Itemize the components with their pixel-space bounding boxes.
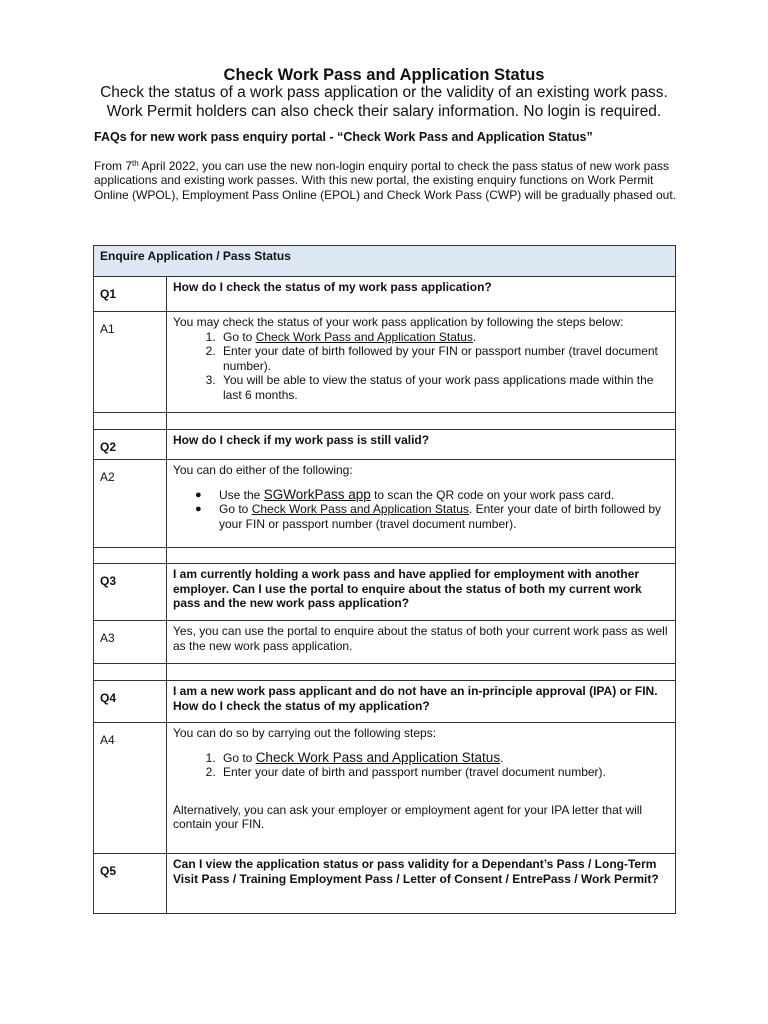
subtitle-line-1: Check the status of a work pass application or the validity of an existing work pass.	[100, 84, 668, 101]
a1-steps	[173, 330, 669, 403]
table-row	[94, 681, 676, 723]
intro-text: April 2022, you can use the new non-login enquiry portal to check the pass status of new work pass applications and existing work passes. With this new portal, the existing enquiry functions on Work Permit Online (WPOL), Employment Pass Online (EPOL) and Check Work Pass (CWP) will be gradually phased out.	[94, 159, 676, 202]
page-subtitle	[0, 84, 768, 121]
list-item: 2. Enter your date of birth followed by your FIN or passport number (travel document number).	[219, 344, 669, 373]
bullet-icon: ●	[195, 488, 202, 501]
list-item: 2. Enter your date of birth and passport number (travel document number).	[219, 765, 669, 780]
spacer-cell	[167, 548, 676, 564]
a4-label: A4	[94, 723, 167, 854]
sgworkpass-app-link[interactable]: SGWorkPass app	[263, 486, 371, 502]
q4-text: I am a new work pass applicant and do not have an in-principle approval (IPA) or FIN. How do I check the status of my application?	[167, 681, 676, 723]
a2-content	[167, 460, 676, 548]
a2-bullet1-prefix: Use the	[219, 487, 264, 502]
bullet-icon: ●	[195, 503, 202, 515]
a2-bullet1-suffix: to scan the QR code on your work pass card.	[370, 487, 615, 502]
list-item: 3. You will be able to view the status of your work pass applications made within the last 6 months.	[219, 373, 669, 402]
a4-intro: You can do so by carrying out the following steps:	[173, 726, 437, 740]
subtitle-line-2: Work Permit holders can also check their salary information. No login is required.	[106, 102, 662, 120]
q1-label: Q1	[94, 277, 167, 312]
a4-steps	[173, 751, 669, 780]
a4-outro: Alternatively, you can ask your employer or employment agent for your IPA letter that will contain your FIN.	[173, 802, 643, 831]
list-item	[195, 488, 669, 503]
spacer-cell	[94, 664, 167, 681]
q3-label: Q3	[94, 564, 167, 621]
a1-intro: You may check the status of your work pass application by following the steps below:	[173, 315, 624, 329]
a4-content	[167, 723, 676, 854]
check-work-pass-link[interactable]: Check Work Pass and Application Status	[255, 749, 501, 765]
table-header-row	[94, 246, 676, 277]
q3-text: I am currently holding a work pass and have applied for employment with another employer. Can I use the portal to enquire about the status of both my current work pass and the new work pass application?	[167, 564, 676, 621]
faq-table	[93, 245, 676, 914]
table-row	[94, 460, 676, 548]
q1-text: How do I check the status of my work pass application?	[167, 277, 676, 312]
page-title: Check Work Pass and Application Status	[223, 66, 545, 84]
q2-label: Q2	[94, 430, 167, 460]
intro-paragraph	[94, 159, 678, 202]
list-item	[219, 751, 669, 766]
table-row	[94, 277, 676, 312]
spacer-cell	[167, 413, 676, 430]
q4-label: Q4	[94, 681, 167, 723]
a1-step1-suffix: .	[472, 329, 477, 344]
spacer-cell	[167, 664, 676, 681]
a2-options	[173, 488, 669, 532]
a3-text: Yes, you can use the portal to enquire about the status of both your current work pass as well as the new work pass application.	[167, 621, 676, 664]
spacer-row	[94, 413, 676, 430]
table-row	[94, 312, 676, 413]
q2-text: How do I check if my work pass is still valid?	[167, 430, 676, 460]
a2-intro: You can do either of the following:	[173, 463, 353, 477]
a1-label: A1	[94, 312, 167, 413]
table-row	[94, 723, 676, 854]
a1-content	[167, 312, 676, 413]
spacer-row	[94, 664, 676, 681]
a4-step1-prefix: Go to	[223, 750, 256, 765]
a1-step1-prefix: Go to	[223, 329, 256, 344]
spacer-row	[94, 548, 676, 564]
check-work-pass-link[interactable]: Check Work Pass and Application Status	[251, 502, 469, 516]
table-row	[94, 430, 676, 460]
list-item	[195, 502, 669, 531]
table-row	[94, 621, 676, 664]
intro-sup: th	[132, 159, 139, 168]
q5-label: Q5	[94, 854, 167, 914]
q5-text: Can I view the application status or pass validity for a Dependant’s Pass / Long-Term Visit Pass / Training Employment Pass / Letter of Consent / EntrePass / Work Permit?	[167, 854, 676, 914]
spacer-cell	[94, 548, 167, 564]
faq-heading: FAQs for new work pass enquiry portal - “Check Work Pass and Application Status”	[94, 130, 593, 144]
intro-prefix: From 7	[94, 159, 133, 173]
table-row	[94, 854, 676, 914]
a2-label: A2	[94, 460, 167, 548]
a3-label: A3	[94, 621, 167, 664]
a2-bullet2-prefix: Go to	[219, 502, 252, 516]
check-work-pass-link[interactable]: Check Work Pass and Application Status	[255, 329, 473, 344]
list-item	[219, 330, 669, 345]
table-row	[94, 564, 676, 621]
table-header: Enquire Application / Pass Status	[94, 246, 676, 277]
a2-bullet2-suffix: . Enter your date of birth followed by your FIN or passport number (travel document number).	[219, 502, 662, 531]
a4-step1-suffix: .	[500, 750, 504, 765]
spacer-cell	[94, 413, 167, 430]
